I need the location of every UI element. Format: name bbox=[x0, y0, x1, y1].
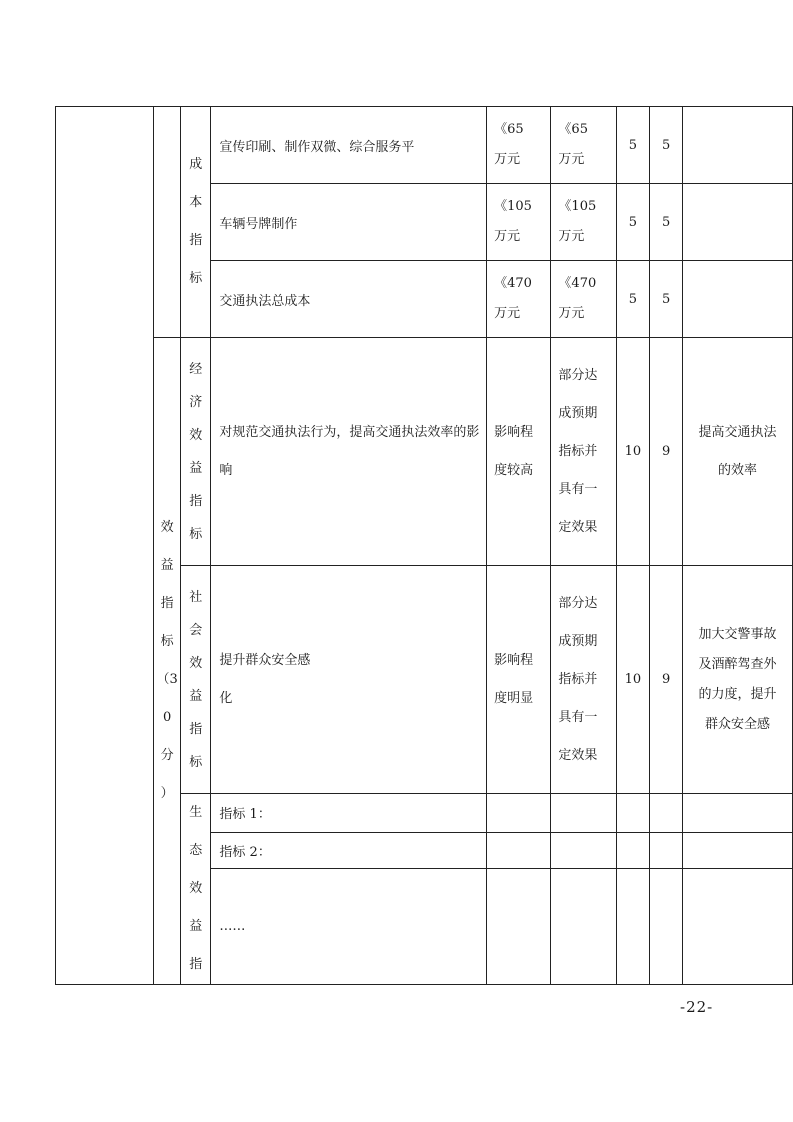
indicator-got: 5 bbox=[650, 184, 683, 261]
indicator-score: 5 bbox=[616, 261, 649, 338]
indicator-score: 10 bbox=[616, 566, 649, 794]
performance-indicator-table bbox=[55, 106, 793, 985]
indicator-note: 加大交警事故 及酒醉驾查外 的力度，提升 群众安全感 bbox=[683, 566, 793, 794]
indicator-name: 车辆号牌制作 bbox=[211, 184, 487, 261]
indicator-actual bbox=[551, 794, 616, 833]
indicator-name: 提升群众安全感 化 bbox=[211, 566, 487, 794]
indicator-target bbox=[487, 869, 551, 985]
indicator-note bbox=[683, 869, 793, 985]
indicator-got bbox=[650, 869, 683, 985]
table-row bbox=[56, 107, 793, 184]
ecological-benefit-label: 生 态 效 益 指 bbox=[181, 794, 211, 985]
indicator-actual: 部分达 成预期 指标并 具有一 定效果 bbox=[551, 566, 616, 794]
indicator-got: 5 bbox=[650, 261, 683, 338]
indicator-score bbox=[616, 869, 649, 985]
indicator-note bbox=[683, 184, 793, 261]
indicator-actual: 《65 万元 bbox=[551, 107, 616, 184]
economic-benefit-label: 经 济 效 益 指 标 bbox=[181, 338, 211, 566]
indicator-note bbox=[683, 107, 793, 184]
indicator-note bbox=[683, 794, 793, 833]
indicator-name: 宣传印刷、制作双微、综合服务平 bbox=[211, 107, 487, 184]
indicator-got bbox=[650, 832, 683, 869]
indicator-actual bbox=[551, 869, 616, 985]
indicator-actual: 《105 万元 bbox=[551, 184, 616, 261]
indicator-name: 对规范交通执法行为，提高交通执法效率的影 响 bbox=[211, 338, 487, 566]
indicator-got bbox=[650, 794, 683, 833]
indicator-got: 5 bbox=[650, 107, 683, 184]
indicator-target: 《105 万元 bbox=[487, 184, 551, 261]
benefit-indicator-label: 效 益 指 标 （3 0 分 ） bbox=[154, 338, 181, 985]
indicator-name: 指标 2： bbox=[211, 832, 487, 869]
indicator-actual: 部分达 成预期 指标并 具有一 定效果 bbox=[551, 338, 616, 566]
indicator-got: 9 bbox=[650, 338, 683, 566]
indicator-actual bbox=[551, 832, 616, 869]
page-number: -22- bbox=[680, 998, 714, 1016]
indicator-score: 10 bbox=[616, 338, 649, 566]
indicator-score: 5 bbox=[616, 184, 649, 261]
indicator-actual: 《470 万元 bbox=[551, 261, 616, 338]
indicator-target: 影响程 度较高 bbox=[487, 338, 551, 566]
indicator-name: 交通执法总成本 bbox=[211, 261, 487, 338]
cost-indicator-label: 成 本 指 标 bbox=[181, 107, 211, 338]
indicator-note bbox=[683, 832, 793, 869]
blank-level1-cell bbox=[154, 107, 181, 338]
blank-first-column bbox=[56, 107, 154, 985]
indicator-name: …… bbox=[211, 869, 487, 985]
indicator-score bbox=[616, 832, 649, 869]
indicator-target bbox=[487, 794, 551, 833]
indicator-got: 9 bbox=[650, 566, 683, 794]
indicator-name: 指标 1： bbox=[211, 794, 487, 833]
indicator-score bbox=[616, 794, 649, 833]
indicator-target: 影响程 度明显 bbox=[487, 566, 551, 794]
table-row bbox=[56, 338, 793, 566]
indicator-note bbox=[683, 261, 793, 338]
indicator-note: 提高交通执法 的效率 bbox=[683, 338, 793, 566]
indicator-score: 5 bbox=[616, 107, 649, 184]
social-benefit-label: 社 会 效 益 指 标 bbox=[181, 566, 211, 794]
indicator-target: 《470 万元 bbox=[487, 261, 551, 338]
indicator-target bbox=[487, 832, 551, 869]
indicator-target: 《65 万元 bbox=[487, 107, 551, 184]
